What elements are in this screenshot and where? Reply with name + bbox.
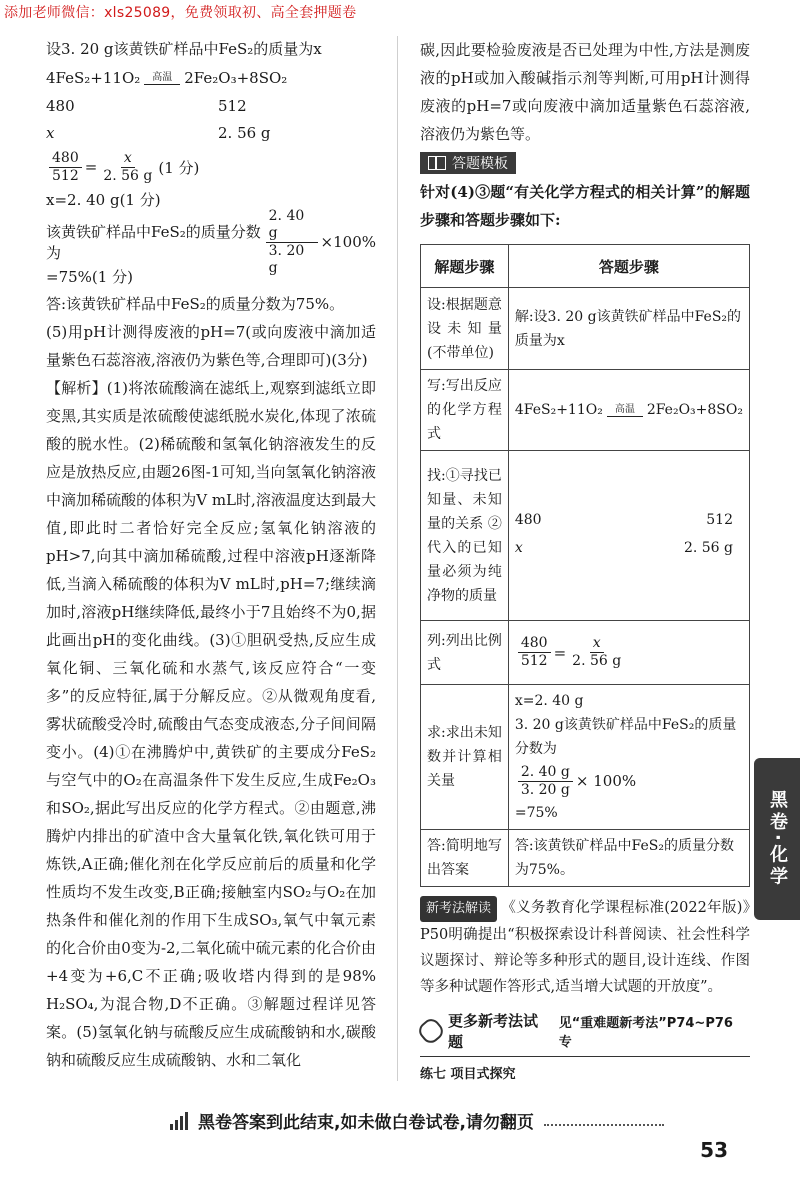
template-intro: 针对(4)③题“有关化学方程式的相关计算”的解题步骤和答题步骤如下:	[420, 183, 750, 229]
table-row	[421, 621, 750, 685]
numerator: 2. 40 g	[518, 764, 573, 782]
header-solve-steps: 解题步骤	[421, 245, 509, 288]
continued-text: 碳,因此要检验废液是否已处理为中性,方法是测废液的pH或加入酸碱指示剂等判断,可用pH计测得废液的pH=7或向废液中滴加适量紫色石蕊溶液,溶液仍为紫色等。	[420, 41, 750, 143]
fraction	[518, 764, 573, 799]
condition-text: 高温	[614, 403, 635, 415]
template-tag	[420, 152, 516, 174]
result-line: 3. 20 g该黄铁矿样品中FeS₂的质量分数为	[514, 717, 737, 757]
denominator: 3. 20 g	[268, 242, 305, 276]
equation-right: 2Fe₂O₃+8SO₂	[646, 402, 743, 418]
step-cell: 求:求出未知数并计算相关量	[421, 685, 509, 830]
side-tab: 黑卷·化学	[754, 758, 800, 920]
answer-cell	[508, 685, 749, 830]
answer-cell	[508, 451, 749, 621]
percent-suffix: × 100%	[575, 772, 637, 790]
numerator: 480	[49, 150, 82, 168]
answer-cell: 解:设3. 20 g该黄铁矿样品中FeS₂的质量为x	[508, 288, 749, 370]
chemical-equation	[46, 63, 376, 93]
denominator: 2. 56 g	[103, 167, 153, 184]
new-method-text: 《义务教育化学课程标准(2022年版)》P50明确提出“积极探索设计科普阅读、社会性科学议题探讨、辩论等多种形式的题目,设计连线、作图等多种试题作答形式,适当增大试题的开放度”。	[420, 900, 750, 995]
dotted-line	[544, 1124, 664, 1126]
step-cell: 答:简明地写出答案	[421, 830, 509, 887]
denominator: 512	[52, 167, 79, 184]
percent-prefix: 该黄铁矿样品中FeS₂的质量分数为	[46, 223, 261, 262]
denominator: 2. 56 g	[572, 653, 622, 669]
equals-bar	[144, 84, 180, 85]
table-row	[421, 451, 750, 621]
step-cell: 列:列出比例式	[421, 621, 509, 685]
step-cell: 设:根据题意设未知量(不带单位)	[421, 288, 509, 370]
ratio-value: 2. 56 g	[218, 124, 271, 142]
ratio-value: x	[514, 539, 523, 556]
fraction	[100, 150, 155, 185]
header-answer-steps: 答题步骤	[508, 245, 749, 288]
right-column	[420, 36, 750, 1082]
result-line: =75%	[514, 805, 558, 821]
ratio-value: 2. 56 g	[683, 539, 733, 556]
watermark-text: 添加老师微信：xls25089，免费领取初、高全套押题卷	[4, 5, 357, 21]
reaction-condition	[144, 72, 180, 85]
step-cell: 写:写出反应的化学方程式	[421, 370, 509, 451]
ratio-row-1	[46, 93, 376, 120]
template-tag-label: 答题模板	[452, 156, 508, 172]
equals-bar	[607, 416, 643, 417]
answer-cell: 答:该黄铁矿样品中FeS₂的质量分数为75%。	[508, 830, 749, 887]
table-row	[421, 370, 750, 451]
column-divider	[397, 36, 398, 1081]
reaction-condition	[607, 404, 643, 417]
answer-cell: $\frac{480}{512}$ = $\frac{x}{2. 56 g}$	[508, 621, 749, 685]
bars-icon	[170, 1112, 190, 1130]
more-subtitle: 练七 项目式探究	[420, 1056, 750, 1082]
equation-right: 2Fe₂O₃+8SO₂	[184, 69, 288, 87]
ratio-value: 480	[514, 511, 542, 528]
book-icon	[428, 156, 446, 170]
footer	[170, 1108, 664, 1133]
equation-left: 4FeS₂+11O₂	[514, 402, 603, 418]
fraction	[518, 635, 551, 670]
ratio-value: 480	[46, 97, 75, 115]
page-number: 53	[700, 1138, 728, 1162]
ratio-value: 512	[218, 97, 247, 115]
q5-answer: (5)用pH计测得废液的pH=7(或向废液中滴加适量紫色石蕊溶液,溶液仍为紫色等,合理即可)(3分)	[46, 323, 376, 369]
numerator: 2. 40 g	[266, 208, 318, 243]
answer-line: 答:该黄铁矿样品中FeS₂的质量分数为75%。	[46, 295, 345, 313]
equation-left: 4FeS₂+11O₂	[46, 69, 141, 87]
left-column	[46, 36, 376, 1074]
answer-template-table	[420, 244, 750, 887]
table-row	[421, 685, 750, 830]
table-row	[421, 830, 750, 887]
more-title: 更多新考法试题	[447, 1012, 538, 1051]
fraction	[569, 635, 624, 670]
paperclip-icon	[415, 1016, 446, 1047]
score-note: (1 分)	[158, 158, 200, 177]
ratio-value: x	[46, 124, 55, 142]
x-result: x=2. 40 g(1 分)	[46, 191, 161, 209]
analysis-text: 【解析】(1)将浓硫酸滴在滤纸上,观察到滤纸立即变黑,其实质是浓硫酸使滤纸脱水炭化,体现了浓硫酸的脱水性。(2)稀硫酸和氢氧化钠溶液发生的反应是放热反应,由题26图-1可知,当向氢氧化钠溶液中滴加稀硫酸的体积为V mL时,溶液温度达到最大值,即此时二者恰好完全反应;氢氧化钠溶液的pH>7,向其中滴加稀硫酸,过程中溶液pH逐渐降低,当滴入稀硫酸的体积为V mL时,pH=7;继续滴加时,溶液pH继续降低,最终小于7且始终不为0,据此画出pH的变化曲线。(3)①胆矾受热,反应生成氧化铜、三氧化硫和水蒸气,该反应符合“一变多”的反应特征,属于分解反应。②从微观角度看,雾状硫酸受冷时,硫酸由气态变成液态,分子间间隔变小。(4)①在沸腾炉中,黄铁矿的主要成分FeS₂与空气中的O₂在高温条件下发生反应,生成Fe₂O₃和SO₂,据此写出反应的化学方程式。②由题意,沸腾炉内排出的矿渣中含大量氧化铁,氧化铁可用于炼铁,A正确;催化剂在化学反应前后的质量和化学性质均不发生改变,B正确;接触室内SO₂与O₂在加热条件和催化剂的作用下生成SO₃,氧气中氧元素的化合价由0变为-2,二氧化硫中硫元素的化合价由+4变为+6,C不正确;吸收塔内得到的是98% H₂SO₄,为混合物,D不正确。③解题过程详见答案。(5)氢氧化钠与硫酸反应生成硫酸钠和水,碳酸钠和硫酸反应生成硫酸钠、水和二氧化	[46, 379, 376, 1069]
table-header-row	[421, 245, 750, 288]
proportion-line: $\frac{480}{512}$ = $\frac{x}{2. 56 g}$ (1 分)	[46, 147, 376, 187]
answer-cell	[508, 370, 749, 451]
percent-suffix: ×100%	[320, 233, 376, 251]
numerator: x	[121, 150, 135, 168]
more-reference: 见“重难题新考法”P74~P76 专	[558, 1016, 733, 1050]
new-method-badge: 新考法解读	[420, 896, 497, 922]
new-method-box	[420, 895, 750, 1000]
numerator: 480	[518, 635, 551, 653]
denominator: 3. 20 g	[520, 781, 570, 798]
step-cell: 找:①寻找已知量、未知量的关系 ②代入的已知量必须为纯净物的质量	[421, 451, 509, 621]
numerator: x	[590, 635, 604, 653]
more-questions	[420, 1010, 750, 1052]
table-row	[421, 288, 750, 370]
fraction	[49, 150, 82, 185]
percent-line	[46, 207, 376, 276]
footer-text: 黑卷答案到此结束,如未做白卷试卷,请勿翻页	[198, 1113, 534, 1133]
condition-text: 高温	[152, 71, 173, 83]
denominator: 512	[520, 653, 548, 669]
percent-result: =75%(1 分)	[46, 268, 133, 286]
ratio-value: 512	[706, 511, 733, 528]
ratio-row-2	[46, 120, 376, 147]
set-unknown-line: 设3. 20 g该黄铁矿样品中FeS₂的质量为x	[46, 40, 322, 58]
result-line: x=2. 40 g	[514, 693, 584, 709]
